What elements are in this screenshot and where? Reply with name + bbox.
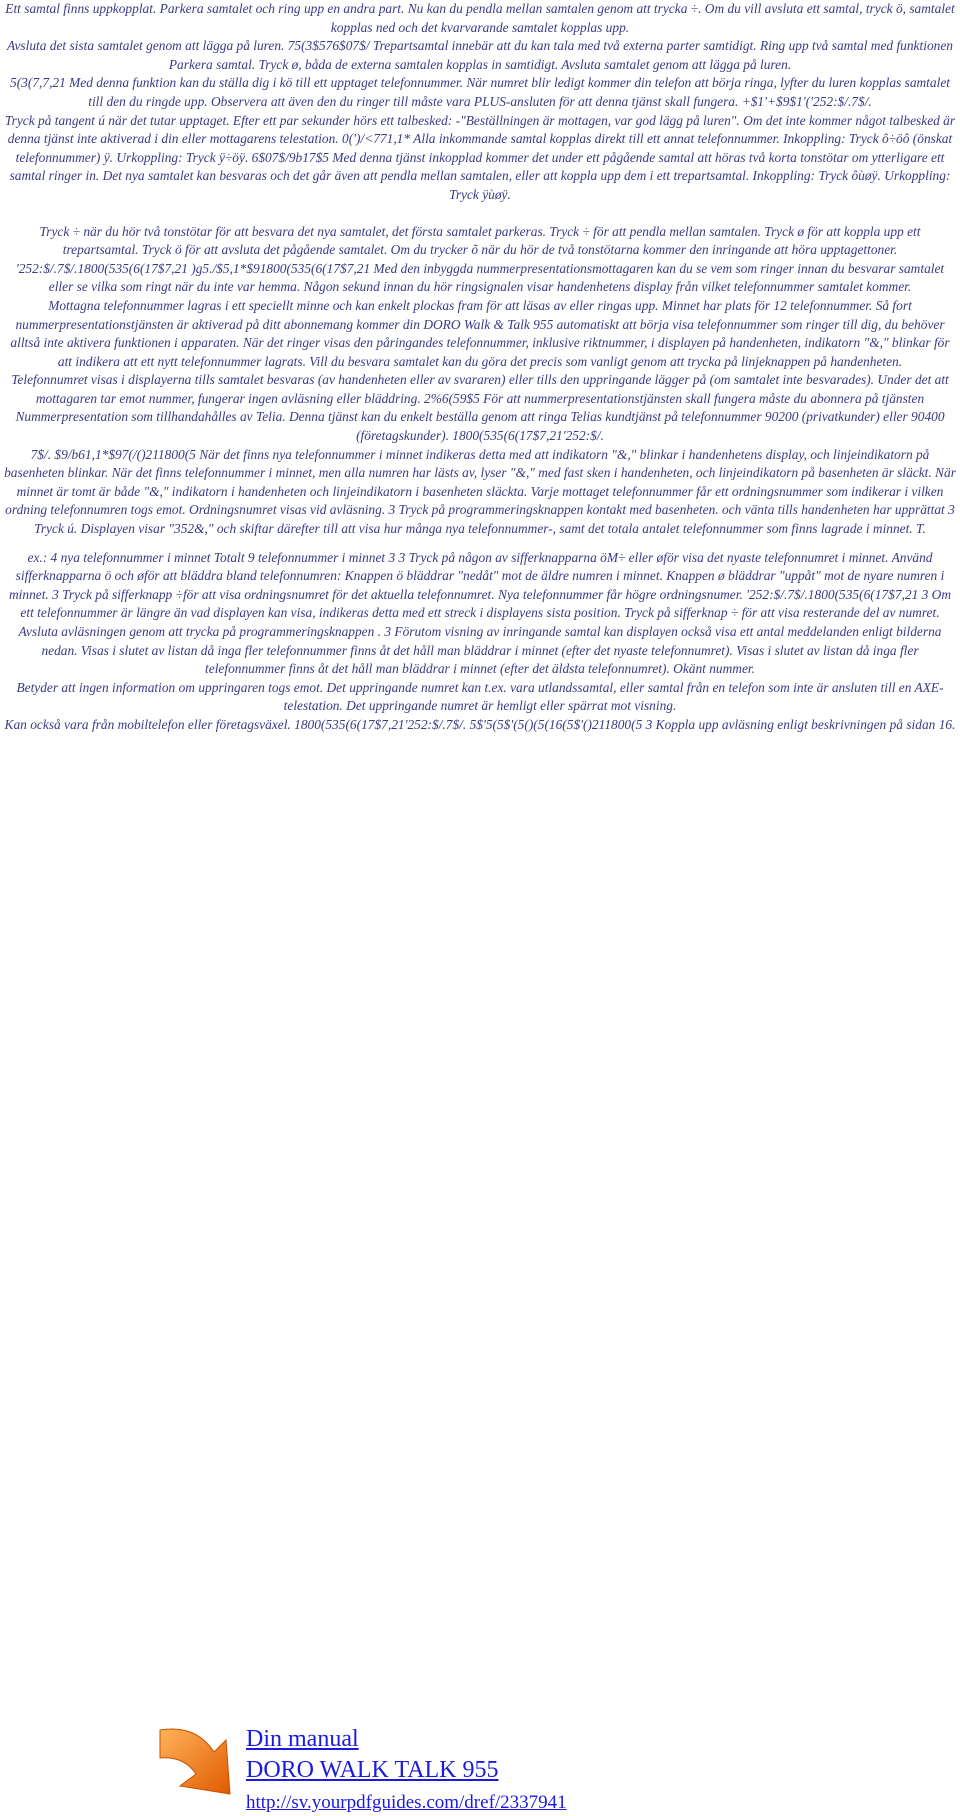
paragraph: Tryck på tangent ú när det tutar upptaget. Efter ett par sekunder hörs ett talbesked: -"Beställningen är mottagen, var god lägg på luren". Om det inte kommer något talbesked är denna tjänst inte aktiverad i din eller mottagarens telestation. 0(')/<771,1* Alla inkommande samtal kopplas direkt till ett annat telefonnummer. Inkoppling: Tryck ô÷öô (önskat telefonnummer) ÿ. Urkoppling: Tryck ÿ÷öÿ. 6$07$/9b17$5 Med denna tjänst inkopplad kommer det under ett pågående samtal att höras två korta tonstötar om ytterligare ett samtal ringer in. Det nya samtalet kan besvaras och det går även att pendla mellan samtalen, eller att koppla upp dem i ett trepartsamtal. Inkoppling: Tryck ôùøÿ. Urkoppling: Tryck ÿùøÿ.	[4, 112, 956, 202]
paragraph: 7$/. $9/b61,1*$97(/()211800(5 När det finns nya telefonnummer i minnet indikeras detta med att indikatorn "&," blinkar i handenhetens display, och linjeindikatorn på basenheten blinkar. När det finns telefonnummer i minnet, men alla numren har lästs av, lyser "&," med fast sken i handenheten, och linjeindikatorn på basenheten är släckt. När minnet är tomt är både "&," indikatorn i handenheten och linjeindikatorn i basenheten släckta. Varje mottaget telefonnummer får ett ordningsnummer som indikerar i vilken ordning telefonnumren togs emot. Ordningsnumret visas vid avläsning. 3 Tryck på programmeringsknappen kontakt med basenheten. och vänta tills handenheten har upprättat 3 Tryck ú. Displayen visar "352&," och skiftar därefter till att visa hur många nya telefonnummer-, samt det totala antalet telefonnummer som finns lagrade i minnet. T.	[4, 446, 956, 537]
paragraph: ex.: 4 nya telefonnummer i minnet Totalt 9 telefonnummer i minnet 3 3 Tryck på någon av sifferknapparna öM÷ eller øför visa det nyaste telefonnumret i minnet. Använd sifferknapparna ö och øför att bläddra bland telefonnumren: Knappen ö bläddrar "nedåt" mot de äldre numren i minnet. Knappen ø bläddrar "uppåt" mot de nyare numren i minnet. 3 Tryck på sifferknapp ÷för att visa ordningsnumret för det aktuella telefonnumret. Nya telefonnummer får högre ordningsnumer. '252:$/.7$/.1800(535(6(17$7,21 3 Om ett telefonnummer är längre än vad displayen kan visa, indikeras detta med ett streck i displayens sista position. Tryck på sifferknap ÷ för att visa resterande del av numret.	[8, 549, 951, 621]
paragraph: 5(3(7,7,21 Med denna funktion kan du ställa dig i kö till ett upptaget telefonnummer. När numret blir ledigt kommer din telefon att börja ringa, lyfter du luren kopplas samtalet till den du ringde upp. Observera att även den du ringer till måste vara PLUS-ansluten för att denna tjänst skall fungera. +$1'+$9$1'('252:$/.7$/.	[10, 75, 950, 109]
product-link[interactable]: DORO WALK TALK 955	[246, 1757, 499, 1783]
spacer	[0, 539, 960, 549]
paragraph: Betyder att ingen information om uppringaren togs emot. Det uppringande numret kan t.ex. vara utlandssamtal, eller samtal från en telefon som inte är ansluten till en AXE-telestation. Det uppringande numret är hemligt eller spärrat mot visning.	[16, 679, 944, 714]
document-body	[0, 0, 960, 735]
paragraph: Avsluta avläsningen genom att trycka på programmeringsknappen . 3 Förutom visning av inringande samtal kan displayen också visa ett antal meddelanden enligt bilderna nedan. Visas i slutet av listan då inga fler telefonnummer finns åt det håll man bläddrar i minnet (efter det nyaste telefonnumret). Visas i slutet av listan då inga fler telefonnummer finns åt det håll man bläddrar i minnet (efter det äldsta telefonnumret). Okänt nummer.	[18, 624, 942, 677]
manual-link[interactable]: Din manual	[246, 1726, 359, 1752]
paragraph: Telefonnumret visas i displayerna tills samtalet besvaras (av handenheten eller av svararen) eller tills den uppringande lägger på (om samtalet inte besvarades). Under det att mottagaren tar emot nummer, fungerar ingen avläsning eller bläddring. 2%6(59$5 För att nummerpresentationstjänsten skall fungera måste du abonnera på tjänsten Nummerpresentation som tillhandahålles av Telia. Denna tjänst kan du enkelt beställa genom att ringa Telias kundtjänst på telefonnummer 90200 (privatkunder) eller 90400 (företagskunder). 1800(535(6(17$7,21'252:$/.	[11, 372, 949, 444]
spacer	[0, 205, 960, 223]
url-link[interactable]: http://sv.yourpdfguides.com/dref/2337941	[246, 1792, 567, 1813]
paragraph: Mottagna telefonnummer lagras i ett speciellt minne och kan enkelt plockas fram för att läsas av eller ringas upp. Minnet har plats för 12 telefonnummer. Så fort nummerpresentationstjänsten är aktiverad på ditt abonnemang kommer din DORO Walk & Talk 955 automatiskt att börja visa telefonnummer som ringer till dig, du behöver alltså inte aktivera funktionen i apparaten. När det ringer visas den påringandes telefonnummer, inklusive riktnummer, i displayen på handenheten, indikatorn "&," blinkar för att indikera att ett nytt telefonnummer lagrats. Vill du besvara samtalet kan du göra det precis som vanligt genom att trycka på linjeknappen på handenheten.	[10, 297, 950, 369]
footer	[0, 860, 960, 1813]
paragraph: Kan också vara från mobiltelefon eller företagsväxel. 1800(535(6(17$7,21'252:$/.7$/. 5$'5(5$'(5()(5(16(5$'()211800(5 3 Koppla upp avläsning enligt beskrivningen på sidan 16.	[4, 716, 956, 732]
paragraph: Ett samtal finns uppkopplat. Parkera samtalet och ring upp en andra part. Nu kan du pendla mellan samtalen genom att trycka ÷. Om du vill avsluta ett samtal, tryck ö, samtalet kopplas ned och det kvarvarande samtalet kopplas upp.	[5, 1, 955, 35]
arrow-icon	[156, 1722, 246, 1802]
paragraph: Tryck ÷ när du hör två tonstötar för att besvara det nya samtalet, det första samtalet parkeras. Tryck ÷ för att pendla mellan samtalen. Tryck ø för att koppla upp ett trepartsamtal. Tryck ö för att avsluta det pågående samtalet. Om du trycker õ när du hör de två tonstötarna kommer den inringande att höra upptagettoner. '252:$/.7$/.1800(535(6(17$7,21 )g5./$5,1*$91800(535(6(17$7,21 Med den inbyggda nummerpresentationsmottagaren kan du se vem som ringer innan du besvarar samtalet eller se vilka som ringt när du inte var hemma. Någon sekund innan du hör ringsignalen visar handenhetens display från vilket telefonnummer samtalet kommer.	[15, 223, 945, 295]
paragraph: Avsluta det sista samtalet genom att lägga på luren. 75(3$576$07$/ Trepartsamtal innebär att du kan tala med två externa parter samtidigt. Ring upp två samtal med funktionen Parkera samtal. Tryck ø, båda de externa samtalen kopplas in samtidigt. Avsluta samtalet genom att lägga på luren.	[7, 38, 953, 72]
